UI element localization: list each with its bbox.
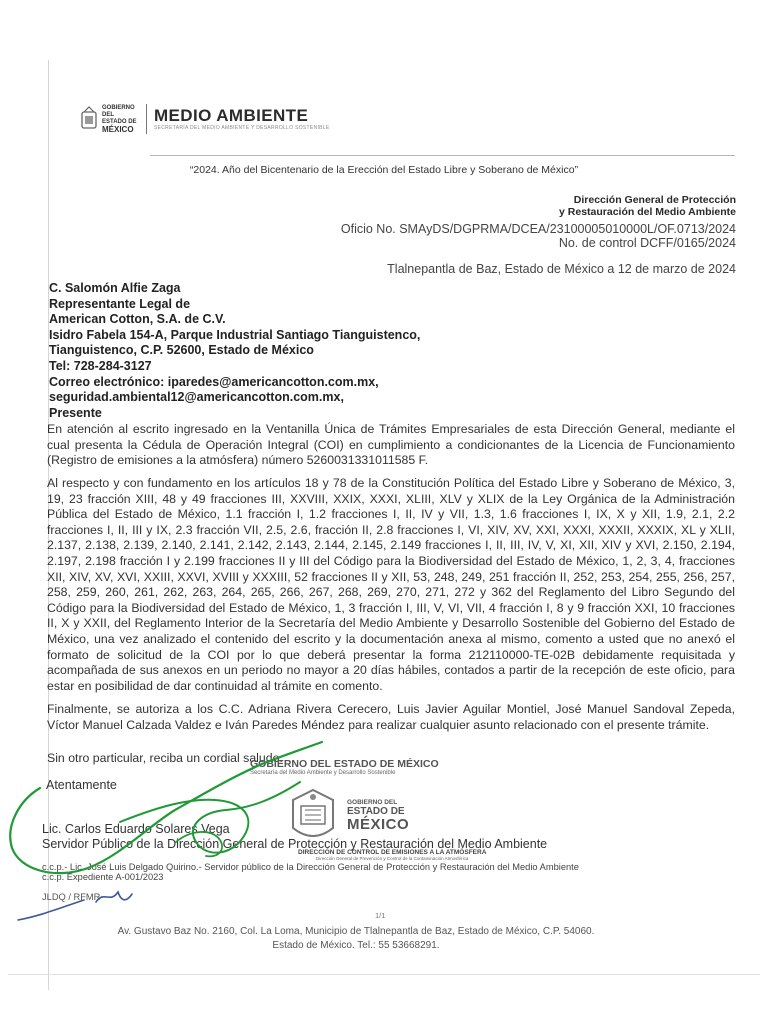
gov-small-text (102, 105, 142, 133)
header-logo (80, 103, 329, 135)
addressee-line: American Cotton, S.A. de C.V. (49, 312, 226, 327)
addressee-block (49, 281, 420, 421)
place-date: Tlalnepantla de Baz, Estado de México a 12 de marzo de 2024 (387, 262, 736, 276)
gov-small-line: MÉXICO (102, 125, 134, 134)
stamp-line: GOBIERNO DEL ESTADO DE MÉXICO (250, 758, 439, 770)
stamp-line: GOBIERNO DEL (347, 799, 398, 806)
oficio-number: Oficio No. SMAyDS/DGPRMA/DCEA/23100005010000L/OF.0713/2024 (340, 222, 736, 236)
government-seal-icon (80, 106, 98, 132)
stamp-government-name (347, 799, 409, 833)
page-bottom-edge (8, 974, 760, 975)
closing: Atentamente (46, 778, 117, 792)
signer-title: Servidor Público de la Dirección General de Protección y Restauración del Medio Ambiente (42, 837, 548, 851)
control-number: No. de control DCFF/0165/2024 (558, 236, 736, 250)
stamp-line: MÉXICO (347, 816, 410, 833)
direccion-line-2: y Restauración del Medio Ambiente (559, 206, 736, 218)
footer-contact: Estado de México. Tel.: 55 53668291. (272, 940, 440, 951)
header-subtitle: SECRETARÍA DEL MEDIO AMBIENTE Y DESARROLLO SOSTENIBLE (154, 124, 330, 131)
paragraph-intro: En atención al escrito ingresado en la Ventanilla Única de Trámites Empresariales de esta Dirección General, mediante el cual presenta la Cédula de Operación Integral (COI) en cumplimiento a condicionantes de la Licencia de Funcionamiento (Registro de emisiones a la atmósfera) número 5260031331011585 F. (47, 422, 735, 468)
gov-small-line: GOBIERNO DEL (102, 105, 135, 118)
stamp-line: Secretaría del Medio Ambiente y Desarrollo Sostenible (250, 770, 396, 776)
addressee-line: Representante Legal de (49, 296, 191, 311)
ccp-line: c.c.p. Expediente A-001/2023 (42, 872, 164, 882)
direccion-line-1: Dirección General de Protección (573, 194, 736, 206)
handwritten-signature (0, 730, 340, 940)
gov-small-line: ESTADO DE (102, 119, 137, 125)
stamp-line: ESTADO DE (347, 806, 405, 817)
header-title: MEDIO AMBIENTE (154, 105, 309, 125)
initials: JLDQ / RFMR (42, 892, 101, 902)
addressee-line: Isidro Fabela 154-A, Parque Industrial Santiago Tianguistenco, (49, 327, 421, 342)
addressee-line: Tianguistenco, C.P. 52600, Estado de México (49, 343, 314, 358)
signer-name: Lic. Carlos Eduardo Solares Vega (42, 822, 230, 836)
addressee-line: Tel: 728-284-3127 (49, 358, 152, 373)
addressee-line: C. Salomón Alfie Zaga (49, 281, 181, 295)
paragraph-greeting: Sin otro particular, reciba un cordial saludo. (47, 751, 283, 765)
stamp-line: Dirección General de Prevención y Control de la Contaminación Atmosférica (316, 856, 469, 861)
addressee-line: Correo electrónico: iparedes@americancotton.com.mx, (49, 374, 379, 389)
addressee-line: seguridad.ambiental12@americancotton.com.mx, (49, 390, 344, 405)
paragraph-legal-basis: Al respecto y con fundamento en los artículos 18 y 78 de la Constitución Política del Estado Libre y Soberano de México, 3, 19, 23 fracción XIII, 48 y 49 fracciones III, XXVIII, XXIX, XXXI, XLIII, XLV y XLIX de la Ley Orgánica de la Administración Pública del Estado de México, 1.1 fracción I, 1.2 fracciones I, II, IV y VII, 1.3, 1.6 fracciones I, IX, X y XII, 1.9, 2.1, 2.2 fracciones I, II, III y IX, 2.3 fracción VII, 2.5, 2.6, fracción II, 2.8 fracciones I, VI, XIV, XV, XXI, XXXI, XXXII, XXXIX, XL y XLII, 2.137, 2.138, 2.139, 2.140, 2.141, 2.142, 2.143, 2.144, 2.145, 2.149 fracciones I, II, III, IV, V, XI, XII, XIV y XVI, 2.150, 2.194, 2.197, 2.198 fracción I y 2.199 fracciones II y III del Código para la Biodiversidad del Estado de México, 1, 2, 3, 4, fracciones XII, XIV, XV, XVI, XXIII, XXVI, XVIII y XXXIII, 52 fracciones II y XII, 53, 248, 249, 251 fracción II, 252, 253, 254, 255, 256, 257, 258, 259, 260, 261, 262, 263, 264, 265, 266, 267, 268, 269, 270, 271, 272 y 362 del Reglamento del Libro Segundo del Código para la Biodiversidad del Estado de México, 1, 3 fracción I, III, V, VI, VII, 4 fracción I, 8 y 9 fracción XXI, 10 fracciones II, X y XXII, del Reglamento Interior de la Secretaría del Medio Ambiente y Desarrollo Sostenible del Gobierno del Estado de México, una vez analizado el contenido del escrito y la documentación anexa al mismo, comento a usted que no anexó el formato de solicitud de la COI por lo que deberá presentar la forma 212110000-TE-02B debidamente requisitada y acompañada de sus anexos en un periodo no mayor a 20 días hábiles, contados a partir de la recepción de este oficio, para estar en posibilidad de dar continuidad al trámite en comento. (47, 476, 735, 693)
addressee-line: Presente (49, 405, 102, 420)
page-number: 1/1 (375, 911, 386, 920)
logo-divider (146, 104, 147, 134)
stamp-line: DIRECCIÓN DE CONTROL DE EMISIONES A LA ATMÓSFERA (298, 849, 487, 856)
header-rule (150, 155, 735, 156)
paragraph-authorization: Finalmente, se autoriza a los C.C. Adriana Rivera Cerecero, Luis Javier Aguilar Montiel, José Manuel Sandoval Zepeda, Víctor Manuel Calzada Valdez e Iván Paredes Méndez para realizar cualquier asunto relacionado con el presente trámite. (47, 702, 735, 732)
ccp-line: c.c.p.- Lic. José Luis Delgado Quirino.- Servidor público de la Dirección General de Protección y Restauración del Medio Ambiente (42, 862, 579, 872)
year-motto: “2024. Año del Bicentenario de la Erección del Estado Libre y Soberano de México” (189, 164, 579, 176)
footer-address: Av. Gustavo Baz No. 2160, Col. La Loma, Municipio de Tlalnepantla de Baz, Estado de México, C.P. 54060. (117, 926, 595, 937)
